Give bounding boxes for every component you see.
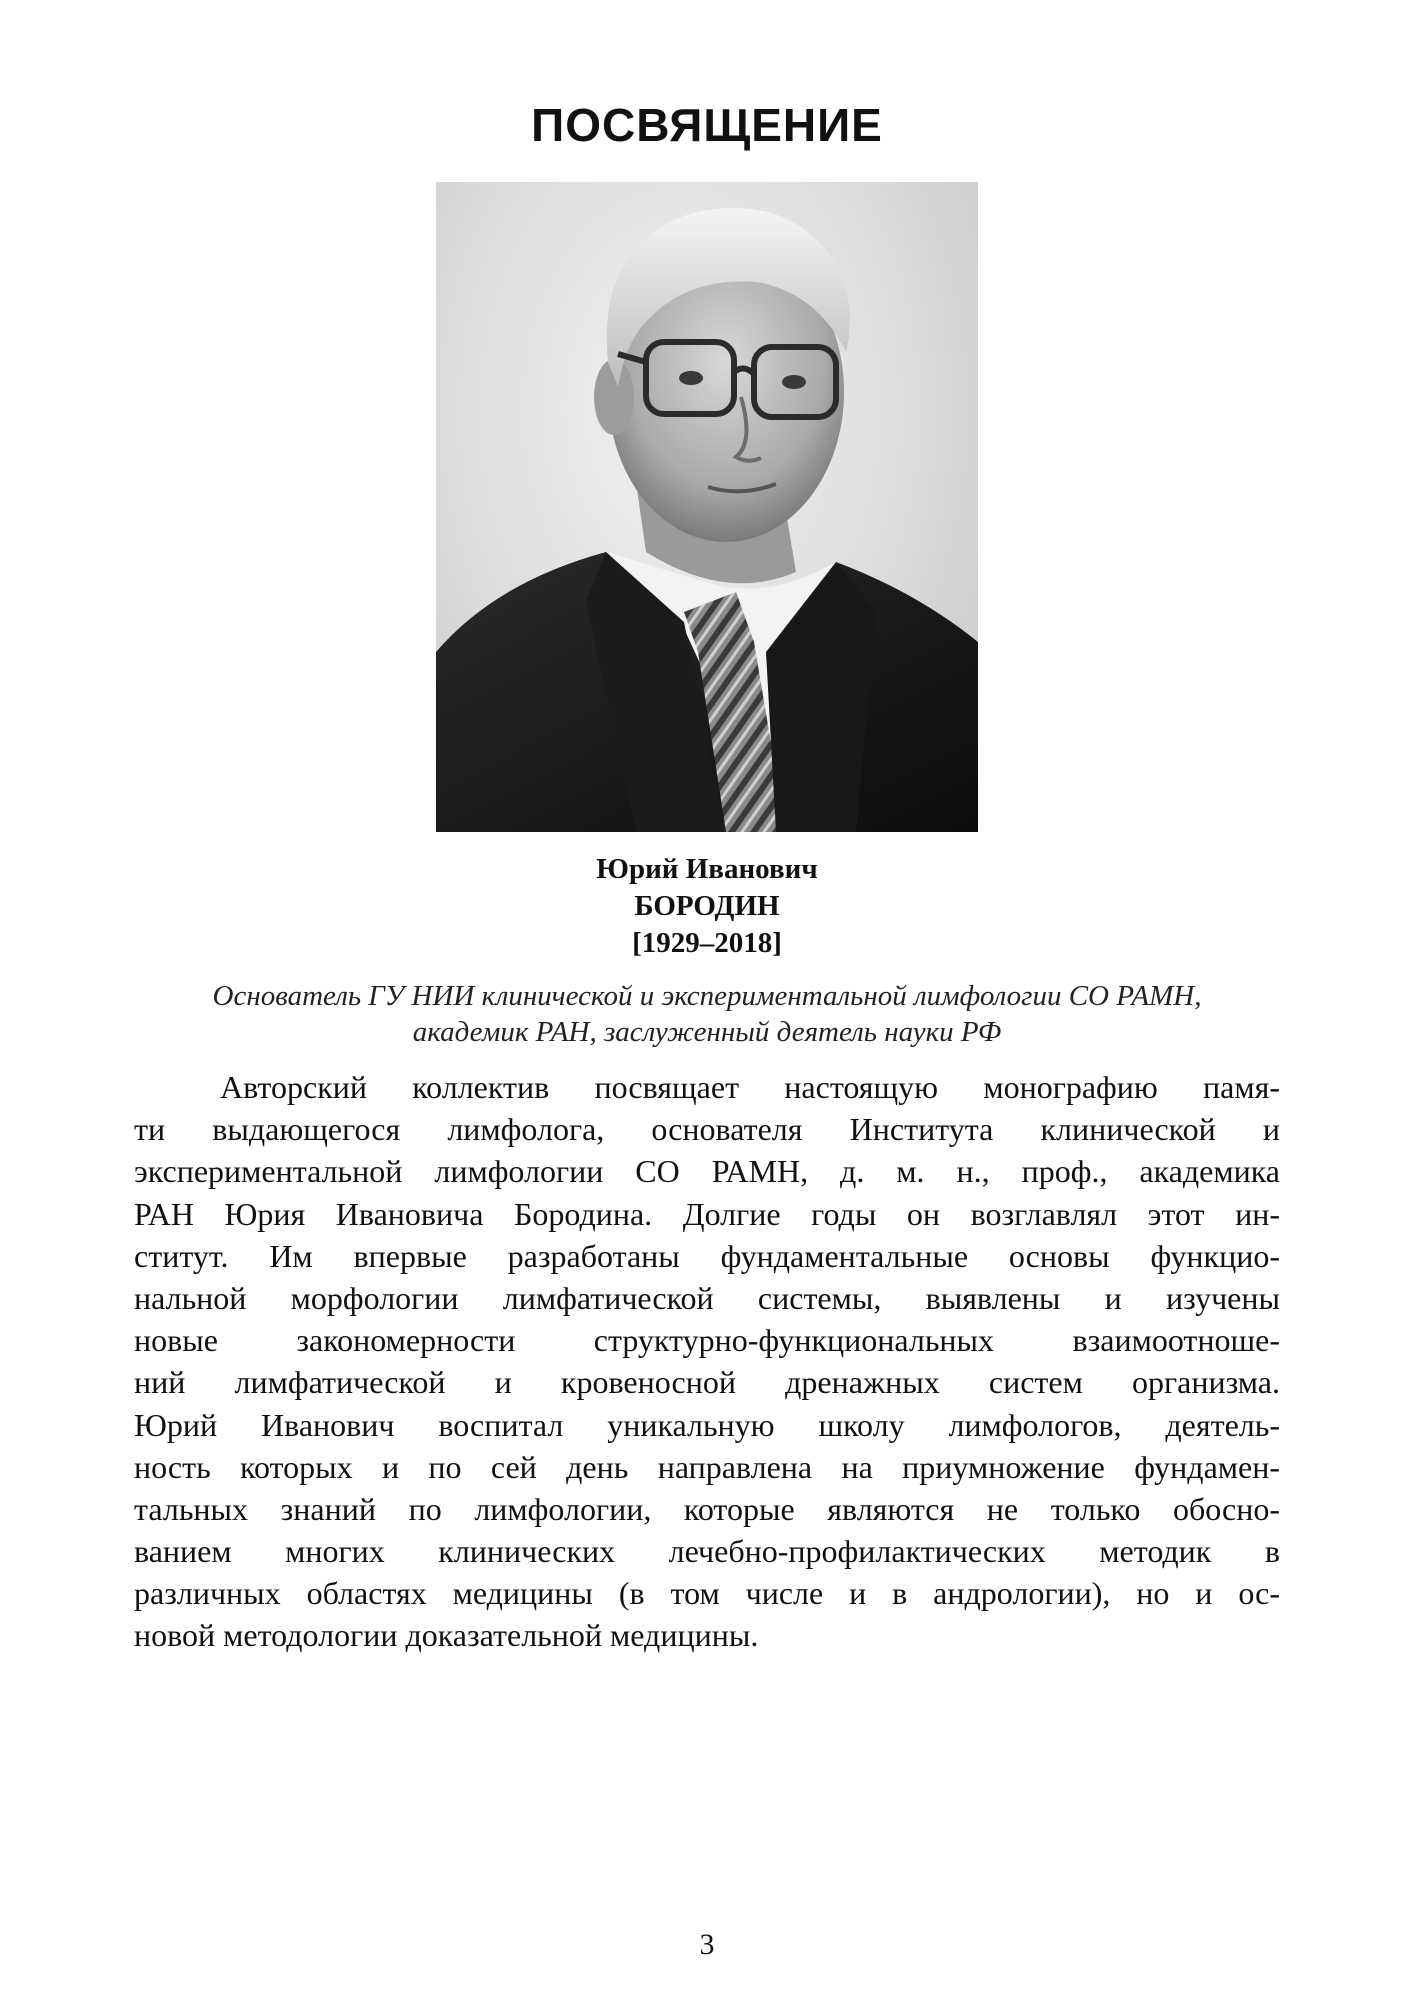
dedication-paragraph (134, 1066, 1280, 1657)
paragraph-line: новой методологии доказательной медицины. (134, 1617, 759, 1654)
portrait-photo (436, 182, 978, 832)
paragraph-line: нальной морфологии лимфатической системы, выявлены и изучены (134, 1279, 1280, 1316)
paragraph-line: ность которых и по сей день направлена на приумножение фундамен- (134, 1448, 1280, 1485)
person-name: Юрий Иванович (596, 853, 818, 885)
paragraph-line: ванием многих клинических лечебно-профилактических методик в (134, 1533, 1280, 1570)
paragraph-line: ститут. Им впервые разработаны фундаментальные основы функцио- (134, 1237, 1280, 1274)
person-role-line-2: академик РАН, заслуженный деятель науки РФ (412, 1016, 1002, 1048)
person-surname: БОРОДИН (634, 890, 780, 922)
person-years: [1929–2018] (632, 927, 782, 959)
portrait-illustration (436, 182, 978, 832)
page-number: 3 (699, 1928, 715, 1961)
paragraph-line: экспериментальной лимфологии СО РАМН, д. м. н., проф., академика (134, 1153, 1280, 1190)
paragraph-line: ний лимфатической и кровеносной дренажных систем организма. (134, 1364, 1280, 1401)
page-title: ПОСВЯЩЕНИЕ (531, 99, 883, 151)
paragraph-line: ти выдающегося лимфолога, основателя Института клинической и (134, 1111, 1280, 1148)
paragraph-line: РАН Юрия Ивановича Бородина. Долгие годы он возглавлял этот ин- (134, 1195, 1280, 1232)
paragraph-line: различных областях медицины (в том числе и в андрологии), но и ос- (134, 1575, 1280, 1612)
paragraph-line: новые закономерности структурно-функциональных взаимоотноше- (134, 1322, 1280, 1359)
paragraph-line: Авторский коллектив посвящает настоящую монографию памя- (220, 1069, 1280, 1105)
paragraph-line: тальных знаний по лимфологии, которые являются не только обосно- (134, 1490, 1280, 1527)
person-role-line-1: Основатель ГУ НИИ клинической и экспериментальной лимфологии СО РАМН, (212, 980, 1202, 1012)
paragraph-line: Юрий Иванович воспитал уникальную школу лимфологов, деятель- (134, 1406, 1280, 1443)
